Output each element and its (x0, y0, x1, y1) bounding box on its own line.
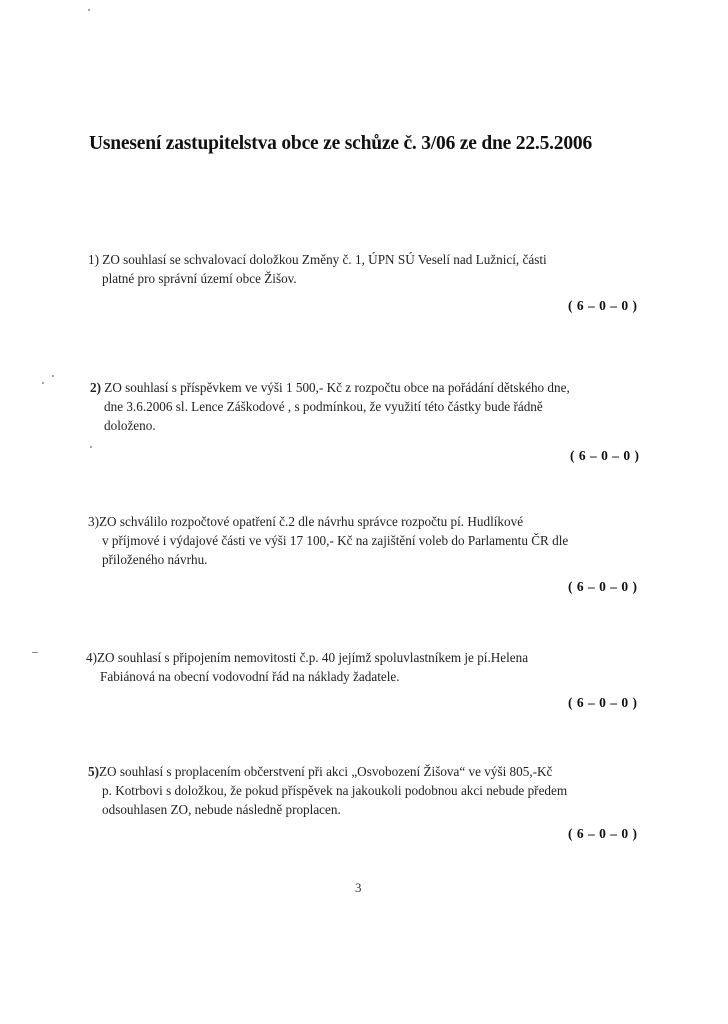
resolution-text-line: doloženo. (104, 418, 156, 433)
resolution-text-line: ZO souhlasí s příspěvkem ve výši 1 500,- Kč z rozpočtu obce na pořádání dětského dne, (104, 380, 570, 395)
resolution-number: 3) (88, 514, 99, 529)
resolution-text-line: ZO souhlasí s připojením nemovitosti č.p. 40 jejímž spoluvlastníkem je pí.Helena (97, 650, 529, 665)
scan-speck (42, 382, 44, 384)
resolution-number: 2) (90, 380, 101, 395)
resolution-text-line: dne 3.6.2006 sl. Lence Záškodové , s podmínkou, že využití této částky bude řádně (104, 399, 543, 414)
resolution-4 (86, 648, 528, 686)
scan-speck (90, 446, 92, 448)
scan-speck (32, 652, 38, 653)
resolution-text-line: v příjmové i výdajové části ve výši 17 100,- Kč na zajištění voleb do Parlamentu ČR dle (102, 533, 569, 548)
resolution-text-line: ZO souhlasí se schvalovací doložkou Změny č. 1, ÚPN SÚ Veselí nad Lužnicí, části (102, 252, 547, 267)
scan-speck (88, 9, 90, 11)
resolution-2 (90, 378, 570, 435)
vote-result: ( 6 – 0 – 0 ) (568, 695, 638, 710)
resolution-text-line: ZO schválilo rozpočtové opatření č.2 dle návrhu správce rozpočtu pí. Hudlíkové (99, 514, 524, 529)
resolution-text-line: platné pro správní území obce Žišov. (102, 271, 297, 286)
vote-result: ( 6 – 0 – 0 ) (568, 579, 638, 594)
resolution-number: 1) (88, 252, 99, 267)
resolution-5 (88, 762, 567, 819)
resolution-number: 4) (86, 650, 97, 665)
resolution-text-line: odsouhlasen ZO, nebude následně proplacen. (102, 802, 341, 817)
resolution-text-line: ZO souhlasí s proplacením občerstvení při akci „Osvobození Žišova“ ve výši 805,-Kč (99, 764, 553, 779)
vote-result: ( 6 – 0 – 0 ) (568, 298, 638, 313)
vote-result: ( 6 – 0 – 0 ) (568, 826, 638, 841)
resolution-text-line: p. Kotrbovi s doložkou, že pokud příspěvek na jakoukoli podobnou akci nebude předem (102, 783, 568, 798)
scan-speck (52, 375, 54, 377)
resolution-1 (88, 250, 547, 288)
page-number: 3 (355, 880, 362, 895)
resolution-3 (88, 512, 568, 569)
resolution-number: 5) (88, 764, 99, 779)
vote-result: ( 6 – 0 – 0 ) (570, 448, 640, 463)
document-title: Usnesení zastupitelstva obce ze schůze č. 3/06 ze dne 22.5.2006 (89, 133, 593, 154)
resolution-text-line: Fabiánová na obecní vodovodní řád na náklady žadatele. (100, 669, 400, 684)
resolution-text-line: přiloženého návrhu. (102, 552, 208, 567)
